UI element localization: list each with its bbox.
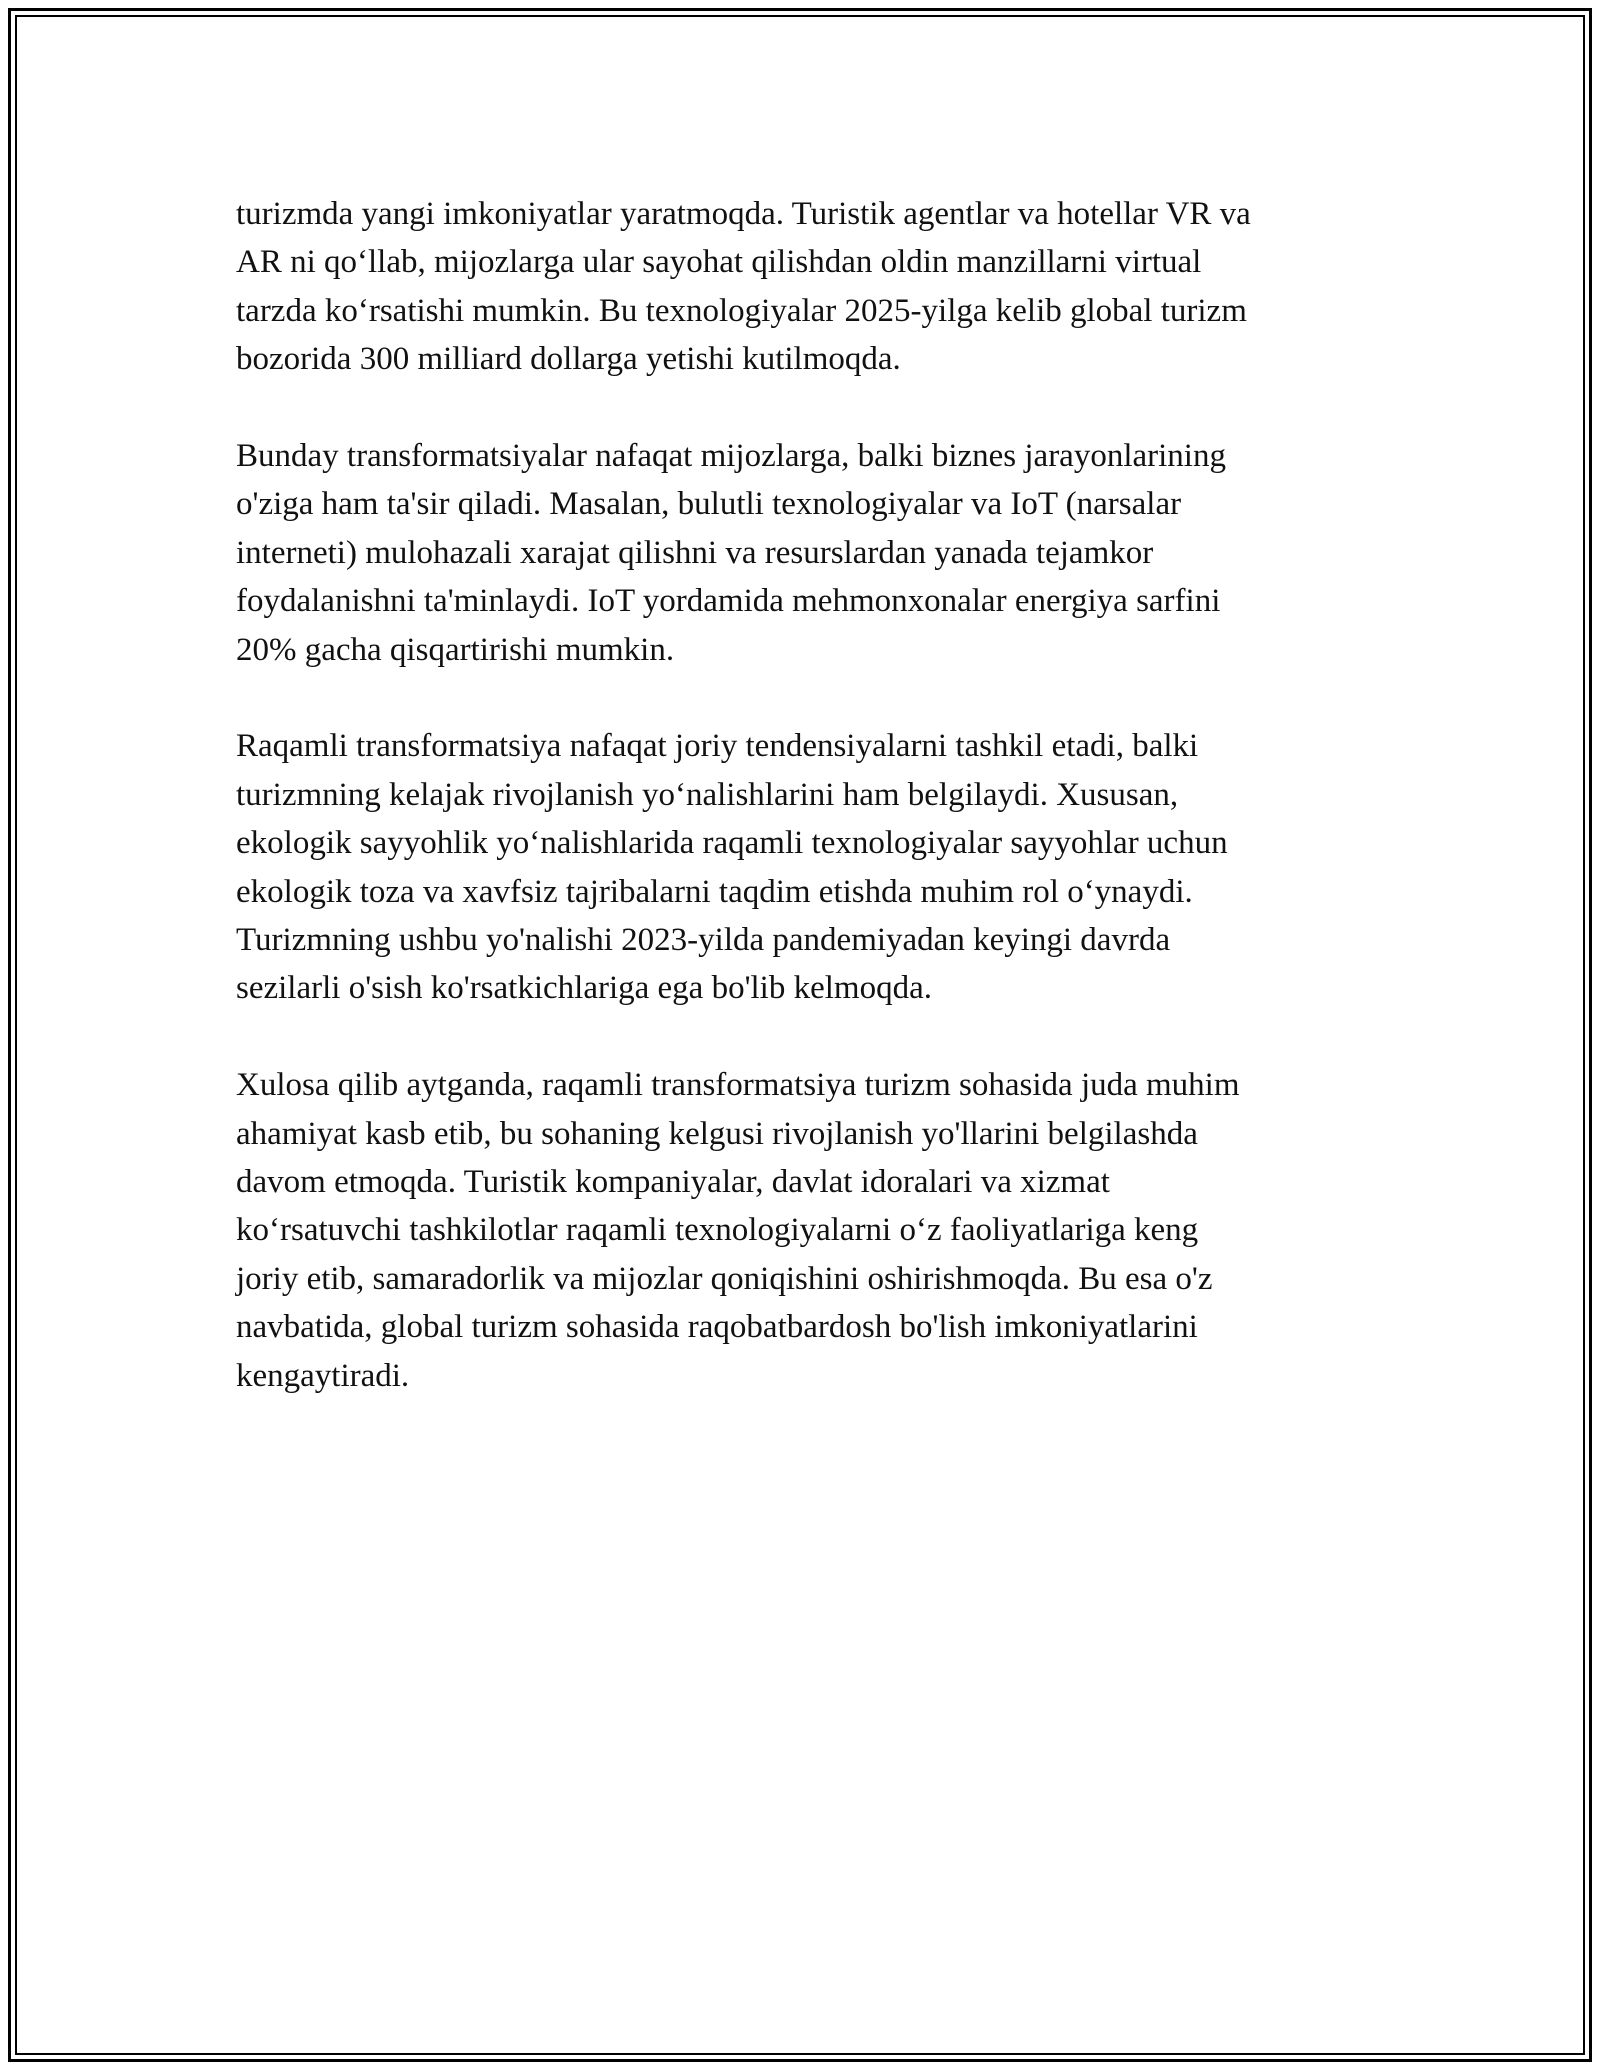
paragraph-2: Bunday transformatsiyalar nafaqat mijozlarga, balki biznes jarayonlarining o'ziga ham ta'sir qiladi. Masalan, bulutli texnologiyalar va IoT (narsalar interneti) mulohazali xarajat qilishni va resurslardan yanada tejamkor foydalanishni ta'minlaydi. IoT yordamida mehmonxonalar energiya sarfini 20% gacha qisqartirishi mumkin.: [236, 438, 1226, 668]
paragraph-1: turizmda yangi imkoniyatlar yaratmoqda. Turistik agentlar va hotellar VR va AR ni qo‘llab, mijozlarga ular sayohat qilishdan oldin manzillarni virtual tarzda ko‘rsatishi mumkin. Bu texnologiyalar 2025-yilga kelib global turizm bozorida 300 milliard dollarga yetishi kutilmoqda.: [236, 196, 1251, 378]
document-body: [236, 190, 1376, 1449]
paragraph-3: Raqamli transformatsiya nafaqat joriy tendensiyalarni tashkil etadi, balki turizmning kelajak rivojlanish yo‘nalishlarini ham belgilaydi. Xususan, ekologik sayyohlik yo‘nalishlarida raqamli texnologiyalar sayyohlar uchun ekologik toza va xavfsiz tajribalarni taqdim etishda muhim rol o‘ynaydi. Turizmning ushbu yo'nalishi 2023-yilda pandemiyadan keyingi davrda sezilarli o'sish ko'rsatkichlariga ega bo'lib kelmoqda.: [236, 728, 1228, 1007]
paragraph-4: Xulosa qilib aytganda, raqamli transformatsiya turizm sohasida juda muhim ahamiyat kasb etib, bu sohaning kelgusi rivojlanish yo'llarini belgilashda davom etmoqda. Turistik kompaniyalar, davlat idoralari va xizmat ko‘rsatuvchi tashkilotlar raqamli texnologiyalarni o‘z faoliyatlariga keng joriy etib, samaradorlik va mijozlar qoniqishini oshirishmoqda. Bu esa o'z navbatida, global turizm sohasida raqobatbardosh bo'lish imkoniyatlarini kengaytiradi.: [236, 1067, 1240, 1394]
